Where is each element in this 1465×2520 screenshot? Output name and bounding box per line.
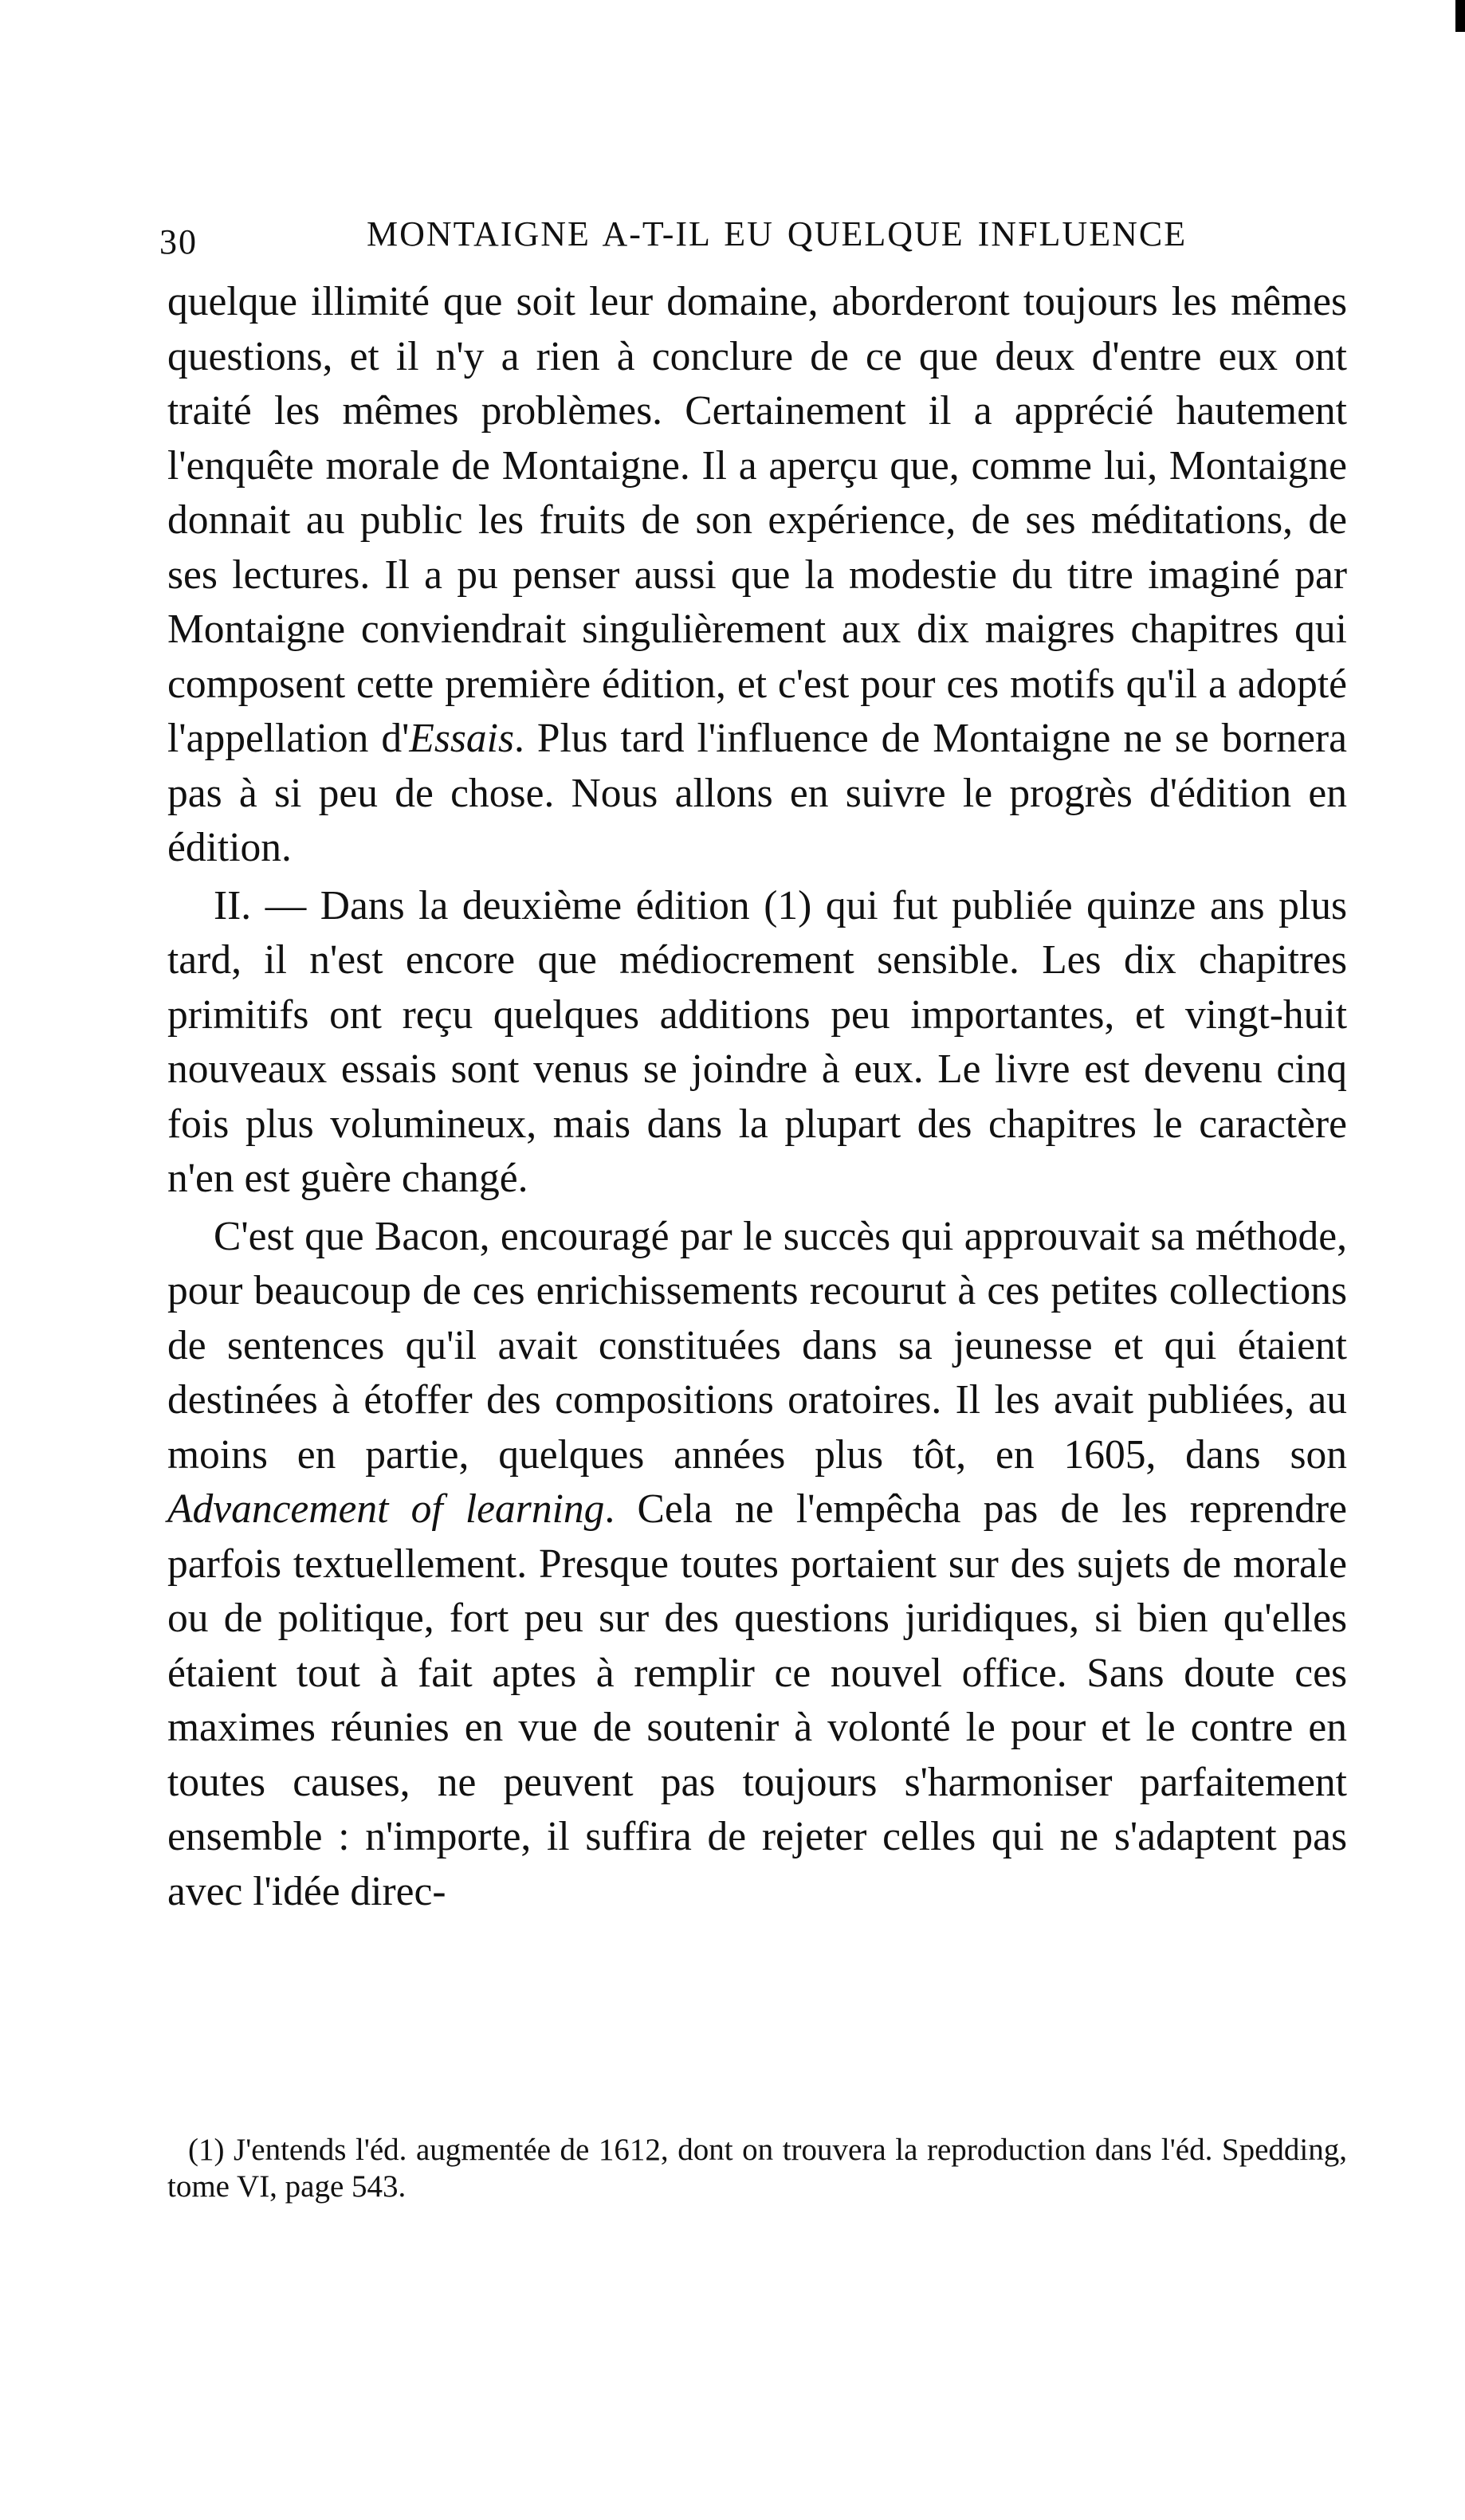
- paragraph-3: [167, 1210, 1347, 1920]
- footnote: [167, 2132, 1347, 2205]
- paragraph-1-italic-title: Essais: [409, 716, 515, 761]
- page-number: 30: [159, 222, 198, 261]
- footnote-text: (1) J'entends l'éd. augmentée de 1612, dont on trouvera la reproduction dans l'éd. Spedding, tome VI, page 543.: [167, 2133, 1347, 2204]
- paragraph-1: [167, 275, 1347, 876]
- paragraph-1-end: . Plus tard l'influence de Montaigne ne se bornera pas à si peu de chose. Nous allons en suivre le progrès d'édition en édition.: [167, 716, 1347, 870]
- paragraph-1-text: quelque illimité que soit leur domaine, aborderont toujours les mêmes questions, et il n'y a rien à conclure de ce que deux d'entre eux ont traité les mêmes problèmes. Certainement il a apprécié hautement l'enquête morale de Montaigne. Il a aperçu que, comme lui, Montaigne donnait au public les fruits de son expérience, de ses méditations, de ses lectures. Il a pu penser aussi que la modestie du titre imaginé par Montaigne conviendrait singulièrement aux dix maigres chapitres qui composent cette première édition, et c'est pour ces motifs qu'il a adopté l'appellation d': [167, 279, 1347, 761]
- body-text: [167, 275, 1347, 1919]
- paragraph-3-start: C'est que Bacon, encouragé par le succès qui approuvait sa méthode, pour beaucoup de ces enrichissements recourut à ces petites collections de sentences qu'il avait constituées dans sa jeunesse et qui étaient destinées à étoffer des compositions oratoires. Il les avait publiées, au moins en partie, quelques années plus tôt, en 1605, dans son: [167, 1213, 1347, 1478]
- page-header: [159, 214, 1339, 277]
- scan-corner-mark: [1455, 0, 1465, 32]
- paragraph-3-end: . Cela ne l'empêcha pas de les reprendre parfois textuellement. Presque toutes portaient sur des sujets de morale ou de politique, fort peu sur des questions juridiques, si bien qu'elles étaient tout à fait aptes à remplir ce nouvel office. Sans doute ces maximes réunies en vue de soutenir à volonté le pour et le contre en toutes causes, ne peuvent pas toujours s'harmoniser parfaitement ensemble : n'importe, il suffira de rejeter celles qui ne s'adaptent pas avec l'idée direc-: [167, 1486, 1348, 1914]
- paragraph-3-italic-title: Advancement of learning: [167, 1486, 605, 1532]
- paragraph-2: II. — Dans la deuxième édition (1) qui fut publiée quinze ans plus tard, il n'est encore que médiocrement sensible. Les dix chapitres primitifs ont reçu quelques additions peu importantes, et vingt-huit nouveaux essais sont venus se joindre à eux. Le livre est devenu cinq fois plus volumineux, mais dans la plupart des chapitres le caractère n'en est guère changé.: [167, 882, 1347, 1201]
- running-head: MONTAIGNE A-T-IL EU QUELQUE INFLUENCE: [367, 214, 1188, 253]
